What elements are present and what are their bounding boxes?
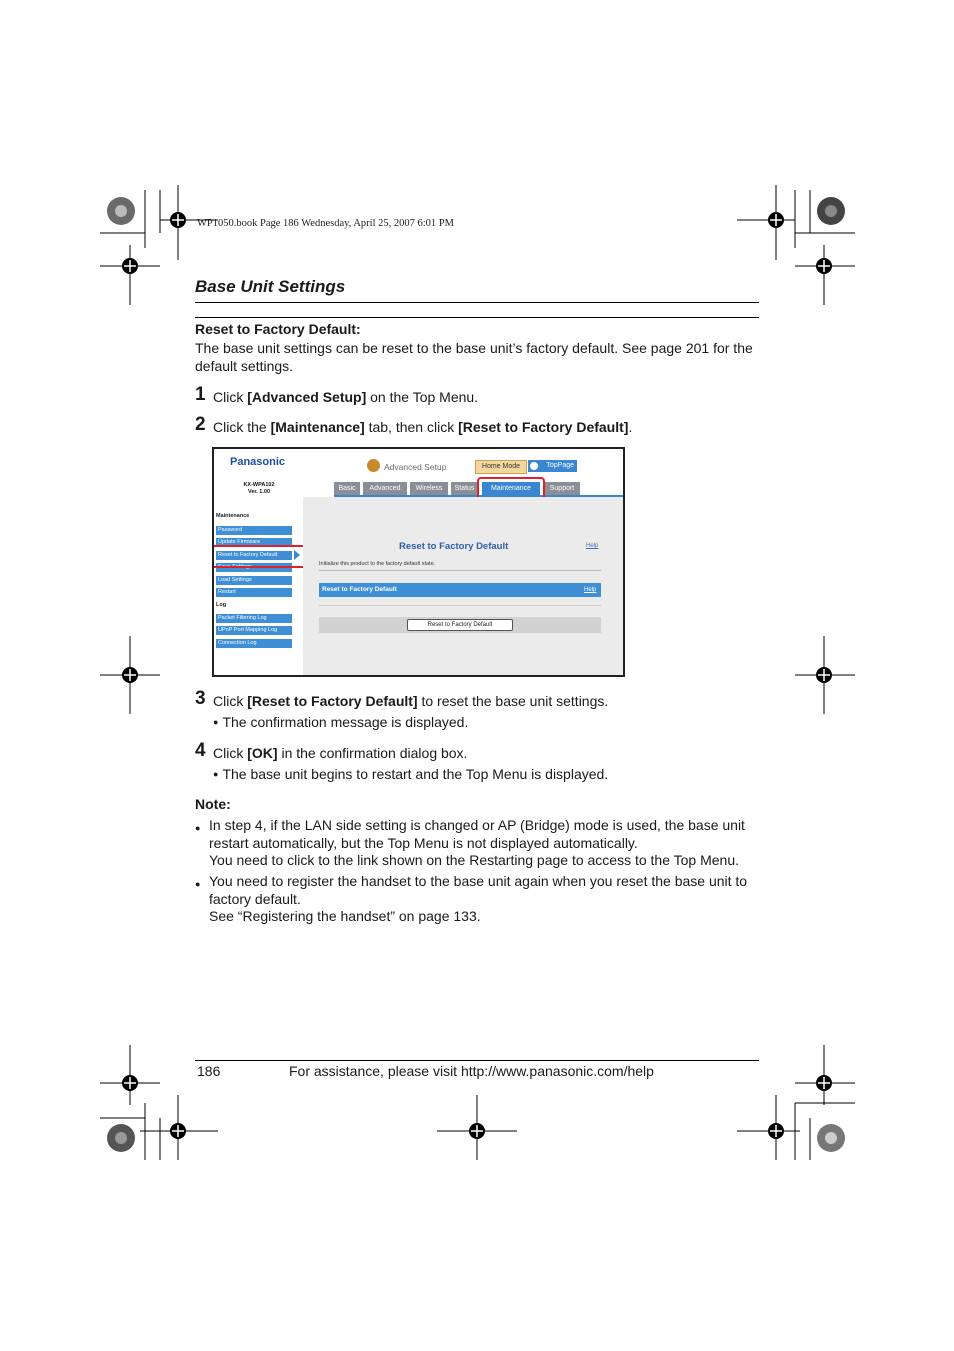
title-rule	[195, 302, 759, 303]
tab-advanced[interactable]: Advanced	[363, 482, 407, 495]
page-number: 186	[197, 1063, 221, 1079]
step-number: 3	[195, 688, 206, 709]
tab-maintenance[interactable]: Maintenance	[482, 482, 540, 495]
router-ui-screenshot	[212, 447, 625, 677]
note-item: ● In step 4, if the LAN side setting is changed or AP (Bridge) mode is used, the base unit restart automatically, but the Top Menu is not displayed automatically. You need to click to the link shown on the Restarting page to access to the Top Menu.	[195, 817, 745, 868]
section-title: Base Unit Settings	[195, 277, 346, 296]
step-1	[195, 384, 206, 406]
step-number: 1	[195, 384, 206, 405]
help-link[interactable]: Help	[586, 543, 599, 549]
step-3	[195, 688, 206, 710]
home-icon	[530, 462, 538, 470]
sidebar	[214, 497, 302, 675]
footer-rule	[195, 1060, 759, 1061]
sidebar-item[interactable]: Update Firmware	[216, 538, 292, 547]
step-1-text: Click [Advanced Setup] on the Top Menu.	[213, 389, 479, 405]
step-4-bullet: ● The base unit begins to restart and the Top Menu is displayed.	[213, 766, 609, 782]
note-heading: Note:	[195, 796, 231, 812]
divider	[319, 570, 601, 571]
panasonic-logo: Panasonic	[230, 456, 286, 468]
content-description: Initialize this product to the factory default state.	[319, 561, 436, 567]
sidebar-item[interactable]: Restart	[216, 588, 292, 597]
step-2-text: Click the [Maintenance] tab, then click [Reset to Factory Default].	[213, 419, 633, 435]
content-title: Reset to Factory Default	[399, 541, 509, 552]
title-rule-2	[195, 317, 759, 318]
sidebar-item[interactable]: Connection Log	[216, 639, 292, 648]
footer-assistance: For assistance, please visit http://www.panasonic.com/help	[289, 1063, 654, 1079]
tab-support[interactable]: Support	[544, 482, 580, 495]
content-panel	[303, 497, 623, 675]
home-mode-button[interactable]: Home Mode	[475, 460, 527, 474]
sidebar-highlight	[212, 545, 307, 568]
sidebar-item-reset[interactable]: Reset to Factory Default	[216, 551, 292, 560]
sidebar-item[interactable]: Packet Filtering Log	[216, 614, 292, 623]
tab-status[interactable]: Status	[451, 482, 478, 495]
print-header: WP1050.book Page 186 Wednesday, April 25, 2007 6:01 PM	[197, 218, 454, 229]
subheading: Reset to Factory Default:	[195, 321, 361, 337]
note-item: ● You need to register the handset to the base unit again when you reset the base unit to factory default. See “Registering the handset” on page 133.	[195, 873, 748, 924]
sidebar-item[interactable]: UPnP Port Mapping Log	[216, 626, 292, 635]
step-4	[195, 740, 206, 762]
model-label: KX-WPA102 Ver. 1.00	[243, 482, 275, 495]
tab-wireless[interactable]: Wireless	[410, 482, 448, 495]
top-page-button[interactable]: TopPage	[528, 460, 577, 472]
sidebar-item[interactable]: Save Settings	[216, 563, 292, 572]
step-3-bullet: ● The confirmation message is displayed.	[213, 714, 469, 730]
section-bar: Reset to Factory Default	[319, 583, 601, 597]
arrow-right-icon	[294, 550, 300, 560]
sidebar-heading-maintenance: Maintenance	[216, 513, 250, 519]
step-3-text: Click [Reset to Factory Default] to reset the base unit settings.	[213, 693, 609, 709]
divider	[319, 605, 601, 606]
reset-factory-default-button[interactable]: Reset to Factory Default	[407, 619, 513, 631]
tab-basic[interactable]: Basic	[334, 482, 360, 495]
intro-paragraph: The base unit settings can be reset to the base unit’s factory default. See page 201 for the default settings.	[195, 340, 753, 374]
step-number: 4	[195, 740, 206, 761]
advanced-setup-label[interactable]: Advanced Setup	[384, 462, 447, 472]
section-help-link[interactable]: Help	[584, 587, 597, 593]
advanced-setup-icon	[367, 459, 380, 472]
step-number: 2	[195, 414, 206, 435]
sidebar-heading-log: Log	[216, 602, 227, 608]
step-2	[195, 414, 206, 436]
step-4-text: Click [OK] in the confirmation dialog box.	[213, 745, 468, 761]
sidebar-item[interactable]: Password	[216, 526, 292, 535]
sidebar-item[interactable]: Load Settings	[216, 576, 292, 585]
